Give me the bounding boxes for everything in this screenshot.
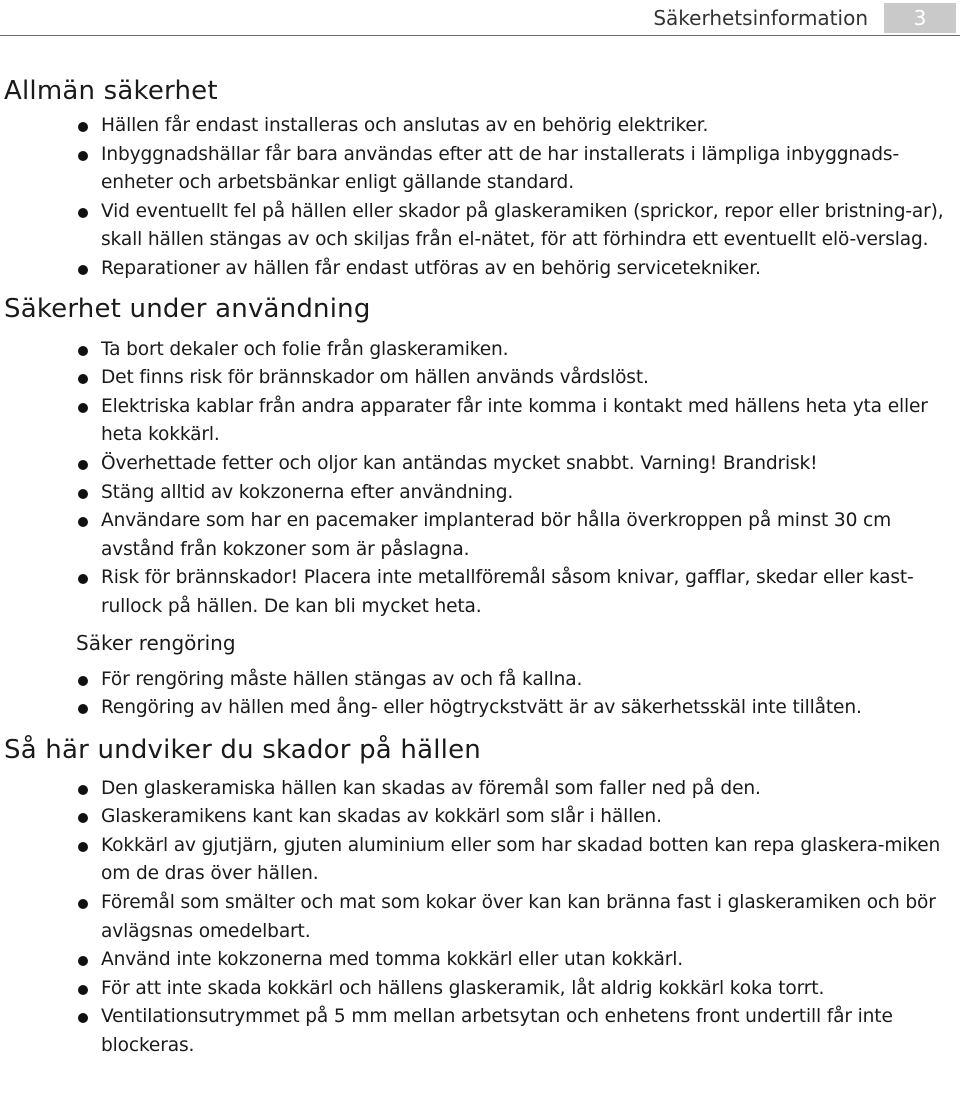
list-item [4,666,958,695]
bullet-icon [78,985,88,995]
list-item-text: Elektriska kablar från andra apparater får inte komma i kontakt med hällens heta yta eller heta kokkärl. [101,395,928,446]
list-item-text: Användare som har en pacemaker implanterad bör hålla överkroppen på minst 30 cm avstånd från kokzoner som är påslagna. [101,510,892,560]
page-content [4,74,958,1061]
list-item-text: För att inte skada kokkärl och hällens glaskeramik, låt aldrig kokkärl koka torrt. [101,977,825,999]
list-item-text: Ventilationsutrymmet på 5 mm mellan arbetsytan och enhetens front undertill får inte blockeras. [101,1006,893,1057]
list-item [4,775,958,804]
list-item-text: Rengöring av hällen med ång- eller högtryckstvätt är av säkerhetsskäl inte tillåten. [101,697,862,719]
section-heading-general-safety: Allmän säkerhet [4,76,218,106]
bullet-icon [78,813,88,823]
list-item-text: Glaskeramikens kant kan skadas av kokkärl som slår i hällen. [101,806,662,828]
list-item-text: Använd inte kokzonerna med tomma kokkärl eller utan kokkärl. [101,949,684,971]
bullet-icon [78,208,88,218]
bullet-icon [78,574,88,584]
list-item [4,803,958,832]
list-item-text: Överhettade fetter och oljor kan antändas mycket snabbt. Varning! Brandrisk! [101,452,818,474]
list-item [4,393,958,450]
list-item [4,946,958,975]
list-item-text: Kokkärl av gjutjärn, gjuten aluminium eller som har skadad botten kan repa glaskera-miken om de dras över hällen. [101,834,941,885]
list-item [4,564,958,621]
bullet-icon [78,460,88,470]
list-item [4,450,958,479]
list-item [4,255,958,284]
list-item [4,1003,958,1060]
list-item-text: Stäng alltid av kokzonerna efter användning. [101,481,514,503]
bullet-icon [78,122,88,132]
list-item [4,198,958,255]
header-divider [0,35,960,36]
list-item [4,694,958,723]
list-item [4,112,958,141]
bullet-icon [78,403,88,413]
list-item-text: Hällen får endast installeras och anslutas av en behörig elektriker. [101,115,709,136]
bullet-icon [78,151,88,161]
running-header-title: Säkerhetsinformation [653,6,868,30]
list-item [4,364,958,393]
bullet-icon [78,374,88,384]
bullet-icon [78,704,88,714]
list-item [4,889,958,946]
general-safety-list [4,112,958,284]
list-item-text: Reparationer av hällen får endast utföras av en behörig servicetekniker. [101,257,761,279]
bullet-icon [78,899,88,909]
bullet-icon [78,785,88,795]
page-number-badge: 3 [884,3,956,33]
list-item [4,832,958,889]
list-item-text: För rengöring måste hällen stängas av och få kallna. [101,668,583,690]
usage-safety-list [4,336,958,622]
subheading-safe-cleaning: Säker rengöring [76,630,236,655]
bullet-icon [78,842,88,852]
list-item-text: Vid eventuellt fel på hällen eller skador på glaskeramiken (sprickor, repor eller bristning-ar), skall hällen stängas av och skiljas från el-nätet, för att förhindra ett eventuellt elö-verslag. [101,200,944,251]
bullet-icon [78,517,88,527]
list-item-text: Föremål som smälter och mat som kokar över kan kan bränna fast i glaskeramiken och bör avlägsnas omedelbart. [101,892,936,942]
list-item-text: Risk för brännskador! Placera inte metallföremål såsom knivar, gafflar, skedar eller kast-rullock på hällen. De kan bli mycket heta. [101,567,914,617]
list-item-text: Det finns risk för brännskador om hällen används vårdslöst. [101,367,649,389]
bullet-icon [78,489,88,499]
avoid-damage-list [4,775,958,1061]
bullet-icon [78,956,88,966]
list-item-text: Inbyggnadshällar får bara användas efter att de har installerats i lämpliga inbyggnads-enheter och arbetsbänkar enligt gällande standard. [101,143,900,194]
list-item-text: Ta bort dekaler och folie från glaskeramiken. [101,338,509,360]
bullet-icon [78,1013,88,1023]
safe-cleaning-list [4,666,958,723]
page-header [0,0,960,36]
section-heading-usage-safety: Säkerhet under användning [4,293,371,324]
list-item [4,141,958,198]
section-heading-avoid-damage: Så här undviker du skador på hällen [4,734,481,765]
list-item [4,336,958,365]
bullet-icon [78,676,88,686]
bullet-icon [78,346,88,356]
list-item-text: Den glaskeramiska hällen kan skadas av föremål som faller ned på den. [101,777,761,799]
bullet-icon [78,265,88,275]
list-item [4,479,958,508]
list-item [4,507,958,564]
list-item [4,975,958,1004]
